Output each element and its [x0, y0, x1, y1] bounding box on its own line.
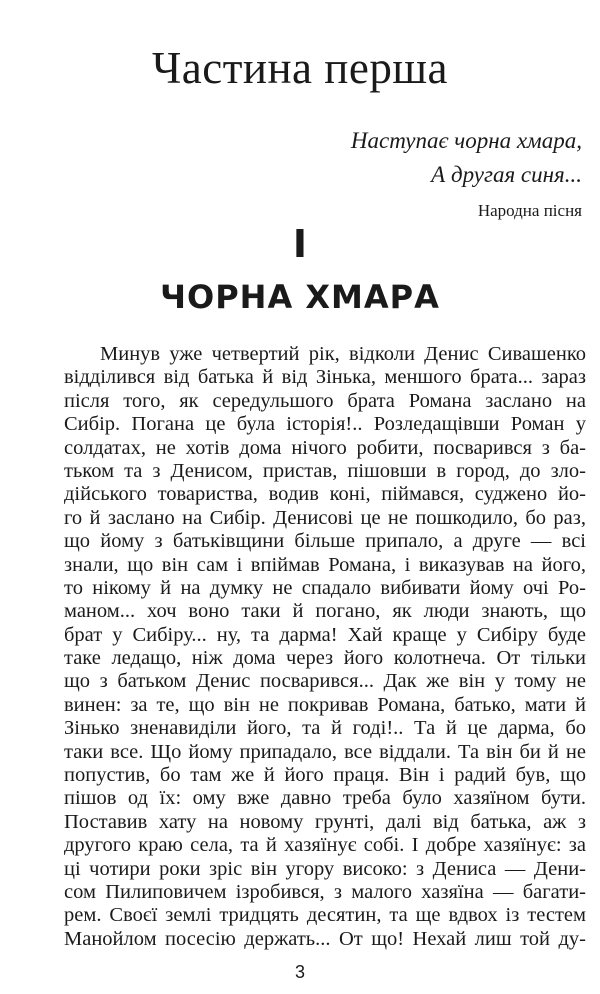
text-line: Поставив хату на новому грунті, далі від батька, аж з [64, 810, 586, 833]
text-line: брат у Сибіру... ну, та дарма! Хай краще у Сибіру буде [64, 623, 586, 646]
text-line: Минув уже четвертий рік, відколи Денис Сивашенко [100, 343, 586, 365]
text-line: таке ледащо, ніж дома через його колотнеча. От тільки [64, 647, 586, 670]
text-line: винен: за те, що він не покривав Романа, батько, мати й [64, 693, 586, 716]
chapter-number: I [292, 222, 308, 266]
text-line: другого краю села, та й хазяїнує собі. І добре хазяїнує: за [64, 834, 586, 857]
text-line: то нікому й на думку не спадало вибивати йому очі Ро- [64, 576, 586, 599]
text-line: ці чотири роки зріс він угору високо: з Дениса — Дени- [64, 857, 586, 880]
chapter-title: ЧОРНА ХМАРА [160, 278, 440, 316]
text-line: маном... хоч воно таки й погано, як люди знають, що [64, 600, 586, 623]
text-line: пішов од їх: ому вже давно треба було хазяїном бути. [64, 787, 586, 810]
text-line: Зінько зненавиділи його, та й годі!.. Та й це дарма, бо [64, 717, 586, 740]
body-text [64, 343, 586, 951]
text-line: Манойлом посесію держать... От що! Нехай лиш той ду- [64, 927, 586, 950]
text-line: що з батьком Денис посварився... Дак же він у тому не [64, 670, 586, 693]
epigraph-source: Народна пісня [477, 201, 582, 220]
text-line: відділився від батька й від Зінька, меншого брата... зараз [64, 366, 586, 389]
text-line: дійського товариства, водив коні, піймався, суджено йо- [64, 483, 586, 506]
text-line: після того, як середульшого брата Романа заслано на [64, 389, 586, 412]
epigraph-line: Наступає чорна хмара, [350, 128, 582, 153]
epigraph-line: А другая синя... [431, 162, 582, 187]
text-line: Сибір. Погана це була історія!.. Розледащівши Роман у [64, 413, 586, 436]
text-line: таки все. Що йому припадало, все віддали. Та він би й не [64, 740, 586, 763]
page-number: 3 [294, 962, 305, 982]
text-line: що йому з батьківщини більше припало, а друге — всі [64, 530, 586, 553]
text-line: рем. Своєї землі тридцять десятин, та ще вдвох із тестем [64, 904, 586, 927]
part-title: Частина перша [152, 43, 448, 93]
text-line: знали, що він сам і впіймав Романа, і виказував на його, [64, 553, 586, 576]
text-line: го й заслано на Сибір. Денисові це не пошкодило, бо раз, [64, 506, 586, 529]
text-line: солдатах, не хотів дома нічого робити, посварився з ба- [64, 436, 586, 459]
text-line: тьком та з Денисом, пристав, пішовши в город, до зло- [64, 459, 586, 482]
text-line: сом Пилиповичем ізробився, з малого хазяїна — багати- [64, 880, 586, 903]
text-line: попустив, бо там же й його праця. Він і радий був, що [64, 764, 586, 787]
